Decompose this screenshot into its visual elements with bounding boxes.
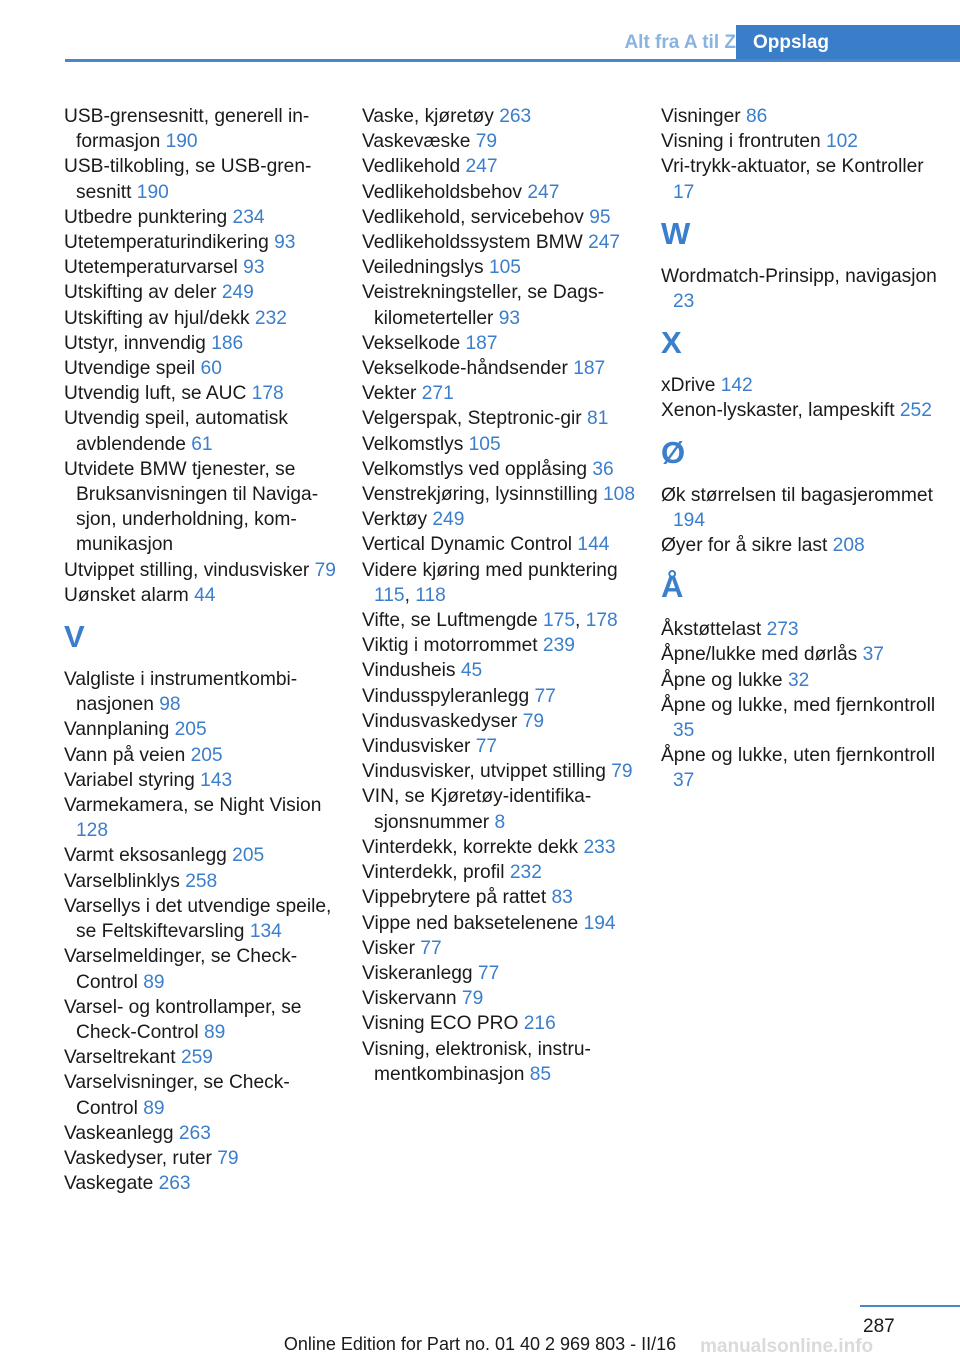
index-entry [661,483,941,533]
index-entry [64,869,344,894]
entry-term: Vindusvisker [362,736,476,758]
page-link[interactable]: 178 [585,610,618,632]
index-entry [64,331,344,356]
index-entry [64,1045,344,1070]
entry-term: Vaskedyser, ruter [64,1147,218,1169]
page-link[interactable]: 263 [158,1173,191,1195]
index-entry [362,784,642,834]
index-entry [362,936,642,961]
index-entry [64,381,344,406]
entry-term: Xenon-lyskaster, lampeskift [661,400,900,422]
page-link[interactable]: 79 [217,1147,239,1169]
entry-term: Vaskeanlegg [64,1122,179,1144]
page-link[interactable]: 79 [611,761,633,783]
page-link[interactable]: 128 [76,820,109,842]
section-tab[interactable]: Oppslag [736,25,960,62]
index-entry [661,398,941,423]
index-entry [362,1037,642,1087]
entry-term: Venstrekjøring, lysinnstilling [362,484,604,506]
index-entry [362,154,642,179]
index-entry [362,986,642,1011]
entry-term: Viktig i motorrommet [362,635,543,657]
index-entry [362,230,642,255]
section-letter: Å [661,569,684,605]
index-entry [661,104,941,129]
entry-term: Valgliste i instrumentkombinasjonen [64,669,298,716]
page-link[interactable]: 93 [498,307,521,329]
page-link[interactable]: 175 [542,610,575,632]
index-entry [64,406,344,456]
page-link[interactable]: 45 [460,660,483,682]
entry-term: Vindusvaskedyser [362,710,523,732]
page-link[interactable]: 263 [178,1122,211,1144]
page-link[interactable]: 234 [232,206,265,228]
entry-term: Visning ECO PRO [362,1013,524,1035]
index-entry [64,995,344,1045]
index-entry [661,693,941,743]
section-letter: X [661,325,682,361]
entry-term: Varmekamera, se Night Vision [64,795,322,817]
page-link[interactable]: 77 [475,736,498,758]
entry-term: Vedlikehold [362,156,466,178]
page-link[interactable]: 79 [314,559,336,581]
entry-term: Åpne og lukke [661,669,788,691]
entry-term: Velgerspak, Steptronic-gir [362,408,588,430]
section-title: Alt fra A til Z [624,32,736,53]
index-entry [661,533,941,558]
page-link[interactable]: 60 [200,358,222,380]
entry-term: Varsellys i det utvendige speile, se Feltskiftevarsling [64,895,332,943]
page-link[interactable]: 144 [577,534,610,556]
page-link[interactable]: 190 [136,181,169,203]
index-entry [362,205,642,230]
page-link[interactable]: 37 [673,770,695,792]
page-link[interactable]: 77 [420,937,442,959]
entry-term: Viskeranlegg [362,962,478,984]
index-entry [64,944,344,994]
index-entry [362,532,642,557]
entry-term: Vannplaning [64,719,175,741]
page-link[interactable]: 102 [825,131,858,153]
index-entry [362,759,642,784]
entry-term: Varselmeldinger, se Check-Control [64,946,298,993]
index-entry [362,608,642,633]
page-link[interactable]: 17 [673,181,695,203]
page-link[interactable]: 37 [862,644,884,666]
page-link[interactable]: 208 [832,535,865,557]
entry-term: Åpne og lukke, med fjernkontroll [661,694,936,716]
index-entry [64,280,344,305]
index-entry [362,381,642,406]
index-entry [64,894,344,944]
page-link[interactable]: 205 [174,719,207,741]
section-letter: V [64,619,85,655]
entry-term: Visker [362,937,421,959]
page-link[interactable]: 93 [243,257,265,279]
entry-term: Varsel- og kontrollamper, se Check-Control [64,996,302,1043]
page-link[interactable]: 263 [499,106,532,127]
index-entry [64,1121,344,1146]
page-link[interactable]: 118 [415,584,446,606]
entry-term: Verktøy [362,509,433,531]
page-link[interactable]: 258 [185,870,218,892]
page-link[interactable]: 8 [494,811,506,833]
page-link[interactable]: 190 [165,131,198,153]
page-header [65,25,960,62]
index-entry [362,507,642,532]
page-link[interactable]: 232 [509,862,542,884]
entry-term: Utskifting av hjul/dekk [64,307,255,329]
entry-term: Utetemperaturindikering [64,232,275,254]
page-link[interactable]: 89 [203,1021,226,1043]
index-entry [64,1146,344,1171]
page-link[interactable]: 105 [488,257,521,279]
entry-term: Utvendig luft, se AUC [64,383,252,405]
page-link[interactable]: 259 [180,1047,213,1069]
index-entry [362,331,642,356]
entry-term: Vaske, kjøretøy [362,106,500,127]
page-link[interactable]: 93 [274,232,296,254]
entry-term: Vaskegate [64,1173,159,1195]
page-link[interactable]: 79 [522,710,545,732]
entry-term: Øyer for å sikre last [661,535,833,557]
page-link[interactable]: 89 [143,1097,165,1119]
index-entry [64,306,344,331]
index-entry [661,668,941,693]
index-entry [661,743,941,793]
index-entry [362,684,642,709]
index-entry [362,658,642,683]
page-link[interactable]: 187 [465,332,498,354]
entry-term: Visning i frontruten [661,131,826,153]
entry-term: Vekselkode-håndsender [362,358,574,380]
index-entry [362,734,642,759]
entry-term: Vindusspyleranlegg [362,685,535,707]
page-link[interactable]: 81 [587,408,609,430]
entry-term: USB-grensesnitt, generell informasjon [64,106,310,153]
entry-term: Vippebrytere på rattet [362,887,552,909]
page-link[interactable]: 143 [200,769,233,791]
index-entry [64,843,344,868]
page-link[interactable]: 194 [673,509,706,531]
entry-term: Åkstøttelast [661,619,767,641]
watermark: manualsonline.info [700,1336,874,1357]
entry-term: Vedlikehold, servicebehov [362,206,590,228]
entry-term: Vri-trykk-aktuator, se Kontroller [661,156,924,178]
index-entry [64,230,344,255]
index-entry [362,558,642,608]
index-entry [362,885,642,910]
page-link[interactable]: 134 [249,921,282,943]
entry-term: Åpne og lukke, uten fjernkontroll [661,745,936,767]
index-entry [64,255,344,280]
entry-term: Vinterdekk, korrekte dekk [362,836,584,858]
page-link[interactable]: 216 [523,1013,556,1035]
page-link[interactable]: 105 [468,433,501,455]
index-entry [362,633,642,658]
page-link[interactable]: 79 [475,131,498,153]
index-entry [64,768,344,793]
entry-term: xDrive [661,375,721,397]
index-entry [64,717,344,742]
edition-note: Online Edition for Part no. 01 40 2 969 803 - II/16 [283,1334,677,1354]
index-entry [661,642,941,667]
entry-term: Utvendig speil, automatisk avblendende [64,408,288,455]
entry-term: Veistrekningsteller, se Dagskilometerteller [362,282,605,329]
entry-term: Vedlikeholdssystem BMW [362,232,589,254]
entry-term: Vindusheis [362,660,461,682]
page-link[interactable]: 194 [583,912,616,934]
index-entry [64,104,344,154]
entry-term: Velkomstlys [362,433,469,455]
page-link[interactable]: 86 [745,106,768,127]
section-letter: Ø [661,434,686,470]
header-rule [65,59,960,62]
entry-term: Vann på veien [64,744,191,766]
index-entry [362,860,642,885]
page-link[interactable]: 108 [603,484,636,506]
entry-term: Variabel styring [64,769,201,791]
index-entry [661,154,941,204]
entry-term: Wordmatch-Prinsipp, navigasjon [661,265,937,287]
entry-term: Viskervann [362,988,462,1010]
index-entry [362,457,642,482]
page-link[interactable]: 249 [432,509,465,531]
page-link[interactable]: 32 [787,669,810,691]
page-link[interactable]: 273 [766,619,799,641]
entry-term: Vaskevæske [362,131,476,153]
entry-term: Vifte, se Luftmengde [362,610,543,632]
entry-term: Velkomstlys ved opplåsing [362,458,593,480]
index-entry [64,583,344,608]
page-link[interactable]: 98 [159,694,181,716]
page-link[interactable]: 247 [465,156,498,178]
page-link[interactable]: 186 [211,332,244,354]
entry-term: Vippe ned baksetelenene [362,912,584,934]
page-separator: , [404,584,416,606]
footer-rule [860,1305,960,1307]
page-link[interactable]: 252 [899,400,932,422]
page-link[interactable]: 142 [720,375,753,397]
index-column-1 [64,104,344,1196]
index-entry [661,129,941,154]
page-link[interactable]: 232 [254,307,287,329]
entry-term: Utstyr, innvendig [64,332,212,354]
entry-term: Varseltrekant [64,1047,181,1069]
entry-term: Vinterdekk, profil [362,862,510,884]
index-entry [64,356,344,381]
index-entry [362,280,642,330]
entry-term: Varselvisninger, se Check-Control [64,1072,290,1119]
entry-term: Utvendige speil [64,358,201,380]
page-link[interactable]: 205 [190,744,223,766]
index-entry [362,432,642,457]
entry-term: Utbedre punktering [64,206,233,228]
page-separator: , [575,610,586,632]
index-entry [362,129,642,154]
page-link[interactable]: 83 [551,887,573,909]
page-link[interactable]: 77 [477,962,500,984]
index-entry [661,264,941,314]
index-entry [362,104,642,129]
index-entry [64,1070,344,1120]
index-entry [362,961,642,986]
section-letter: W [661,215,691,251]
page-link[interactable]: 35 [673,720,695,742]
page-link[interactable]: 247 [527,181,560,203]
entry-term: Vertical Dynamic Control [362,534,578,556]
entry-term: Vindusvisker, utvippet stilling [362,761,612,783]
index-entry [362,1011,642,1036]
page-link[interactable]: 178 [251,383,284,405]
entry-term: Videre kjøring med punktering [362,559,618,581]
index-entry [64,667,344,717]
page-link[interactable]: 115 [374,584,405,606]
index-entry [362,835,642,860]
entry-term: VIN, se Kjøretøy-identifikasjonsnummer [362,786,592,833]
index-entry [64,154,344,204]
page-link[interactable]: 205 [232,845,265,867]
page-link[interactable]: 85 [529,1063,552,1085]
index-entry [362,255,642,280]
index-entry [362,482,642,507]
entry-term: Utetemperaturvarsel [64,257,244,279]
index-entry [362,180,642,205]
page-link[interactable]: 77 [534,685,556,707]
index-entry [64,793,344,843]
entry-term: Vekselkode [362,332,466,354]
entry-term: Utvidete BMW tjenester, se Bruksanvisningen til Navigasjon, underholdning, kommunikasjon [64,458,319,556]
index-entry [64,743,344,768]
page-link[interactable]: 23 [673,291,695,313]
entry-term: Visninger [661,106,746,127]
page-link[interactable]: 89 [143,971,165,993]
index-entry [661,617,941,642]
page-link[interactable]: 187 [573,358,606,380]
index-entry [661,373,941,398]
index-entry [362,911,642,936]
entry-term: Varselblinklys [64,870,186,892]
page-number: 287 [863,1316,895,1337]
entry-term: Uønsket alarm [64,584,195,606]
entry-term: Utskifting av deler [64,282,222,304]
page-link[interactable]: 247 [588,232,621,254]
index-entry [64,1171,344,1196]
page-link[interactable]: 61 [191,433,213,455]
index-entry [64,205,344,230]
page-link[interactable]: 239 [542,635,575,657]
entry-term: Øk størrelsen til bagasjerommet [661,484,933,506]
index-entry [64,457,344,558]
page-link[interactable]: 249 [221,282,254,304]
page-link[interactable]: 95 [589,206,611,228]
index-entry [362,406,642,431]
entry-term: Vekter [362,383,422,405]
index-column-2 [362,104,642,1087]
page-link[interactable]: 44 [194,584,216,606]
page-link[interactable]: 36 [592,458,614,480]
entry-term: USB-tilkobling, se USB-grensesnitt [64,156,312,203]
entry-term: Visning, elektronisk, instrumentkombinasjon [362,1038,591,1085]
entry-term: Utvippet stilling, vindusvisker [64,559,315,581]
index-entry [362,709,642,734]
entry-term: Varmt eksosanlegg [64,845,233,867]
page-link[interactable]: 233 [583,836,616,858]
index-entry [362,356,642,381]
index-entry [64,558,344,583]
index-column-3 [661,104,941,794]
entry-term: Vedlikeholdsbehov [362,181,528,203]
entry-term: Åpne/lukke med dørlås [661,644,863,666]
entry-term: Veiledningslys [362,257,489,279]
page-link[interactable]: 79 [461,988,484,1010]
page-link[interactable]: 271 [421,383,454,405]
